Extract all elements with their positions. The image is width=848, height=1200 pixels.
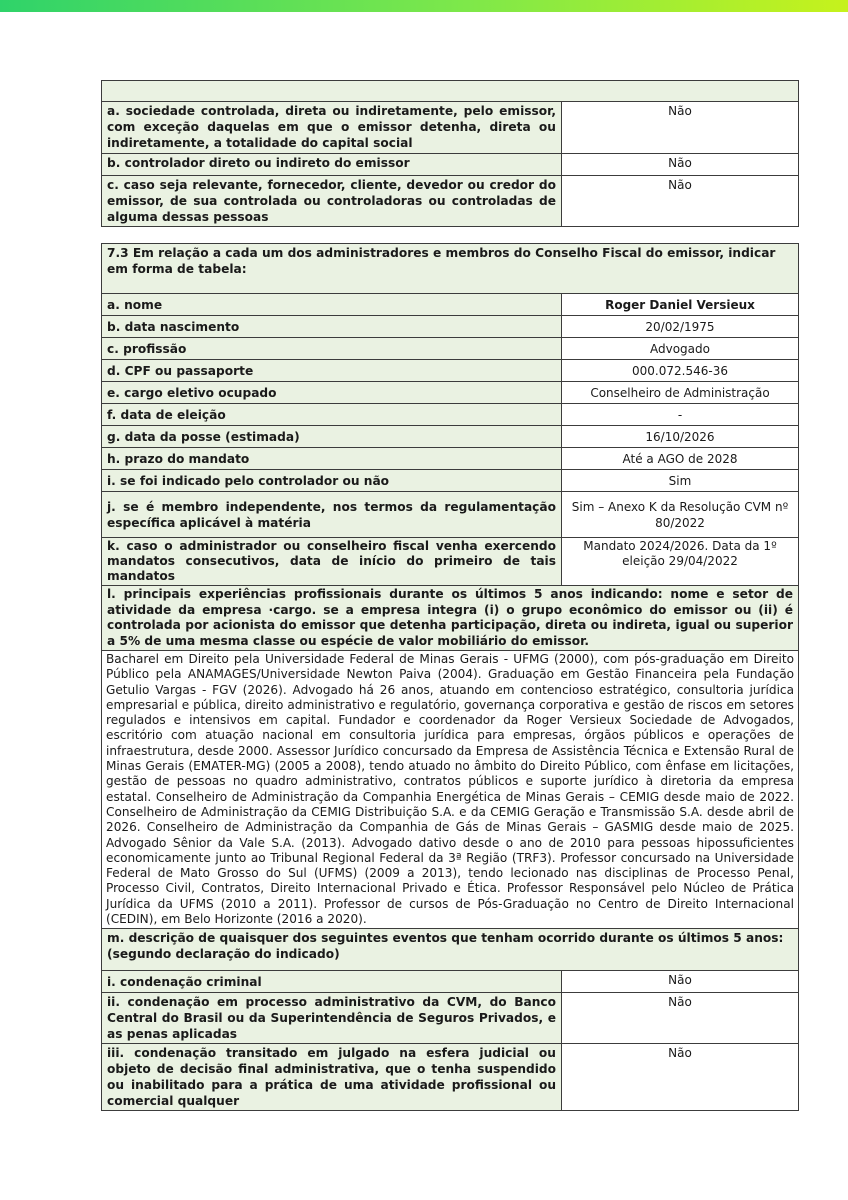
event-label: i. condenação criminal (102, 971, 562, 993)
experience-heading-row (102, 586, 799, 651)
field-value: 000.072.546-36 (562, 360, 799, 382)
field-label: j. se é membro independente, nos termos da regulamentação específica aplicável à matéria (102, 492, 562, 538)
field-row-membro-independente (102, 492, 799, 538)
answer-cell: Não (562, 154, 799, 176)
answer-cell: Não (562, 176, 799, 227)
question-cell: c. caso seja relevante, fornecedor, cliente, devedor ou credor do emissor, de sua controlada ou controladoras ou controladas de alguma dessas pessoas (102, 176, 562, 227)
event-label: iii. condenação transitado em julgado na esfera judicial ou objeto de decisão final administrativa, que o tenha suspendido ou inabilitado para a prática de uma atividade profissional ou comercial qualquer (102, 1044, 562, 1111)
field-label: d. CPF ou passaporte (102, 360, 562, 382)
event-row (102, 1044, 799, 1111)
field-row-profissao (102, 338, 799, 360)
field-label: f. data de eleição (102, 404, 562, 426)
event-row (102, 993, 799, 1044)
top-accent-bar (0, 0, 848, 12)
experience-heading: l. principais experiências profissionais durante os últimos 5 anos indicando: nome e setor de atividade da empresa ·cargo. se a empresa integra (i) o grupo econômico do emissor ou (ii) é controlada por acionista do emissor que detenha participação, direta ou indireta, igual ou superior a 5% de uma mesma classe ou espécie de valor mobiliário do emissor. (102, 586, 799, 651)
field-label: h. prazo do mandato (102, 448, 562, 470)
field-value: Roger Daniel Versieux (562, 294, 799, 316)
field-label: b. data nascimento (102, 316, 562, 338)
section-heading-row (102, 244, 799, 294)
field-label: e. cargo eletivo ocupado (102, 382, 562, 404)
events-heading-row (102, 929, 799, 971)
field-row-indicado-controlador (102, 470, 799, 492)
question-cell: b. controlador direto ou indireto do emissor (102, 154, 562, 176)
table-row (102, 176, 799, 227)
table-continuation-row (102, 81, 799, 102)
field-value: Até a AGO de 2028 (562, 448, 799, 470)
field-value: - (562, 404, 799, 426)
experience-text: Bacharel em Direito pela Universidade Federal de Minas Gerais - UFMG (2000), com pós-graduação em Direito Público pela ANAMAGES/Universidade Newton Paiva (2004). Graduação em Gestão Financeira pela Fundação Getulio Vargas - FGV (2026). Advogado há 26 anos, atuando em contencioso estratégico, consultoria jurídica empresarial e pública, direito administrativo e regulatório, governança corporativa e gestão de riscos em setores regulados e intensivos em capital. Fundador e coordenador da Roger Versieux Sociedade de Advogados, escritório com atuação nacional em consultoria jurídica para empresas, órgãos públicos e operações de infraestrutura, desde 2000. Assessor Jurídico concursado da Empresa de Assistência Técnica e Extensão Rural de Minas Gerais (EMATER-MG) (2005 a 2008), tendo atuado no âmbito do Direito Público, com ênfase em licitações, gestão de pessoas no quadro administrativo, contratos públicos e suporte jurídico à diretoria da empresa estatal. Conselheiro de Administração da Companhia Energética de Minas Gerais – CEMIG desde maio de 2022. Conselheiro de Administração da CEMIG Distribuição S.A. e da CEMIG Geração e Transmissão S.A. desde abril de 2026. Conselheiro de Administração da Companhia de Gás de Minas Gerais – GASMIG desde maio de 2025. Advogado Sênior da Vale S.A. (2013). Advogado dativo desde o ano de 2010 para pessoas hipossuficientes economicamente junto ao Tribunal Regional Federal da 3ª Região (TRF3). Professor concursado na Universidade Federal de Mato Grosso do Sul (UFMS) (2009 a 2013), tendo lecionado nas disciplinas de Processo Penal, Processo Civil, Contratos, Direito Internacional Privado e Ética. Professor Responsável pelo Núcleo de Prática Jurídica da UFMS (2010 a 2011). Professor de cursos de Pós-Graduação no Centro de Direito Internacional (CEDIN), em Belo Horizonte (2016 a 2020). (102, 651, 799, 929)
field-row-prazo-mandato (102, 448, 799, 470)
related-parties-table (101, 80, 799, 227)
answer-cell: Não (562, 102, 799, 154)
section-heading: 7.3 Em relação a cada um dos administradores e membros do Conselho Fiscal do emissor, indicar em forma de tabela: (102, 244, 799, 294)
field-label: a. nome (102, 294, 562, 316)
event-value: Não (562, 971, 799, 993)
administrator-info-table (101, 243, 799, 1111)
event-label: ii. condenação em processo administrativo da CVM, do Banco Central do Brasil ou da Superintendência de Seguros Privados, e as penas aplicadas (102, 993, 562, 1044)
field-label: g. data da posse (estimada) (102, 426, 562, 448)
field-row-data-nascimento (102, 316, 799, 338)
field-label: c. profissão (102, 338, 562, 360)
event-value: Não (562, 993, 799, 1044)
table-row (102, 102, 799, 154)
field-value: 20/02/1975 (562, 316, 799, 338)
field-value: 16/10/2026 (562, 426, 799, 448)
field-label: k. caso o administrador ou conselheiro fiscal venha exercendo mandatos consecutivos, data de início do primeiro de tais mandatos (102, 538, 562, 586)
experience-text-row (102, 651, 799, 929)
field-row-data-eleicao (102, 404, 799, 426)
field-value: Mandato 2024/2026. Data da 1º eleição 29/04/2022 (562, 538, 799, 586)
field-row-cargo (102, 382, 799, 404)
event-row (102, 971, 799, 993)
field-row-mandatos-consecutivos (102, 538, 799, 586)
events-heading: m. descrição de quaisquer dos seguintes eventos que tenham ocorrido durante os últimos 5 anos: (segundo declaração do indicado) (102, 929, 799, 971)
field-row-nome (102, 294, 799, 316)
field-row-cpf (102, 360, 799, 382)
field-value: Conselheiro de Administração (562, 382, 799, 404)
field-value: Advogado (562, 338, 799, 360)
field-value: Sim – Anexo K da Resolução CVM nº 80/2022 (562, 492, 799, 538)
question-cell: a. sociedade controlada, direta ou indiretamente, pelo emissor, com exceção daquelas em que o emissor detenha, direta ou indiretamente, a totalidade do capital social (102, 102, 562, 154)
field-label: i. se foi indicado pelo controlador ou não (102, 470, 562, 492)
field-row-data-posse (102, 426, 799, 448)
event-value: Não (562, 1044, 799, 1111)
table-row (102, 154, 799, 176)
field-value: Sim (562, 470, 799, 492)
